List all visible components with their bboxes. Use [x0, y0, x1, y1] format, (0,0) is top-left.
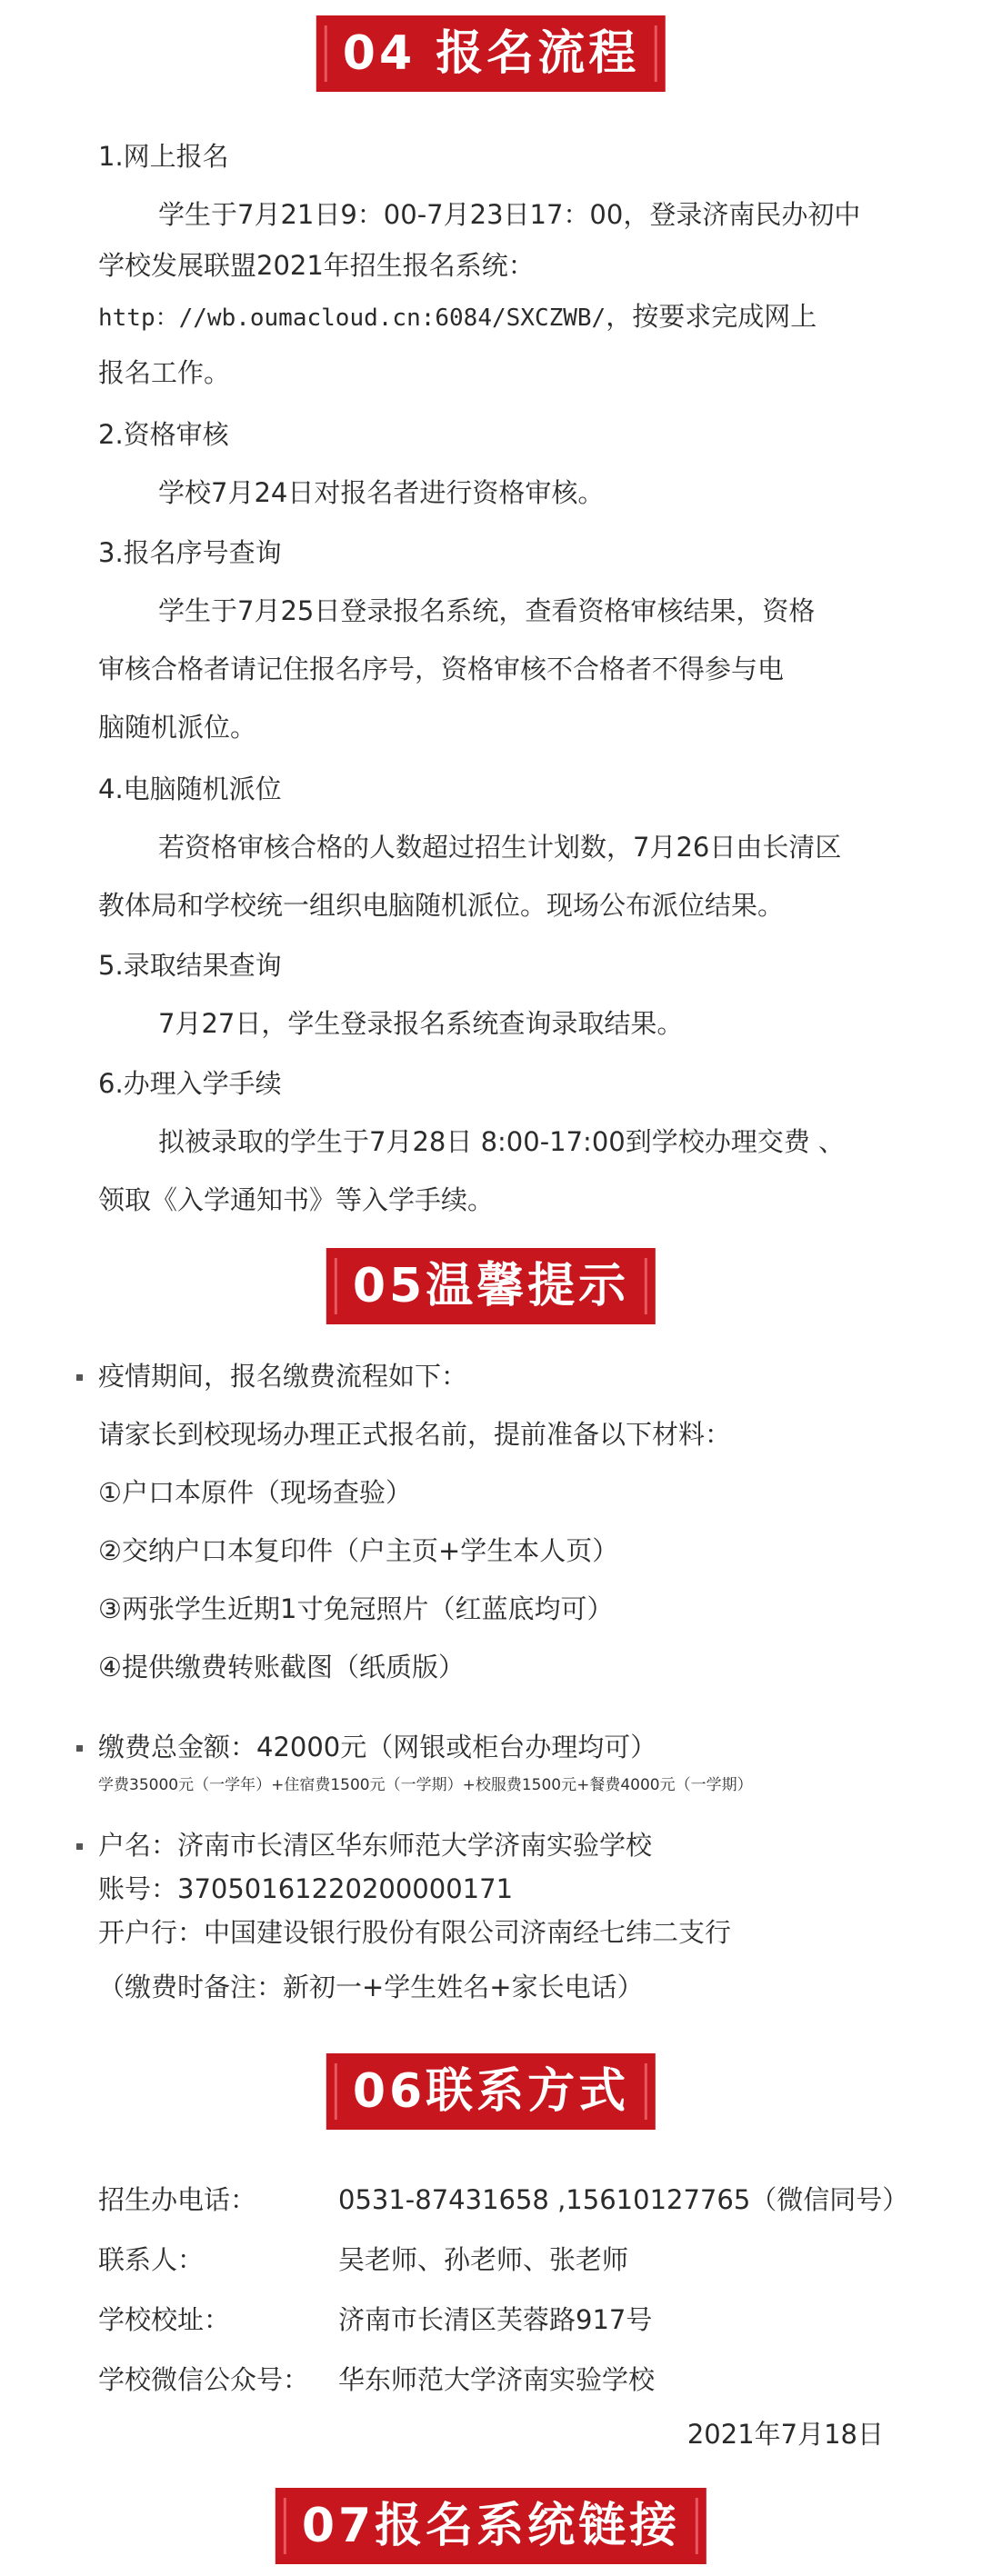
section-04-title: 04 报名流程 [319, 18, 663, 89]
material-item: ②交纳户口本复印件（户主页+学生本人页） [98, 1535, 619, 1566]
step-1-title: 1.网上报名 [98, 141, 229, 172]
material-item: ③两张学生近期1寸免冠照片（红蓝底均可） [98, 1593, 614, 1624]
step-3-title: 3.报名序号查询 [98, 537, 282, 568]
step-2-title: 2.资格审核 [98, 419, 229, 450]
step-5-title: 5.录取结果查询 [98, 950, 282, 981]
step-1-text: ，按要求完成网上 [606, 301, 817, 332]
publish-date: 2021年7月18日 [686, 2419, 884, 2450]
step-3-text: 学生于7月25日登录报名系统，查看资格审核结果，资格 [158, 595, 816, 626]
section-06-title: 06联系方式 [329, 2056, 653, 2127]
step-4-text: 若资格审核合格的人数超过招生计划数，7月26日由长清区 [158, 832, 842, 863]
registration-url[interactable]: http：//wb.oumacloud.cn:6084/SXCZWB/ [98, 305, 606, 332]
address-label: 学校校址： [98, 2304, 231, 2335]
step-6-title: 6.办理入学手续 [98, 1068, 282, 1099]
fee-total: 缴费总金额：42000元（网银或柜台办理均可） [98, 1732, 657, 1762]
section-05-title: 05温馨提示 [329, 1251, 653, 1322]
material-item: ①户口本原件（现场查验） [98, 1477, 412, 1508]
step-1-text: 报名工作。 [98, 357, 231, 388]
account-name: 户名：济南市长清区华东师范大学济南实验学校 [98, 1830, 653, 1861]
step-6-text: 拟被录取的学生于7月28日 8:00-17:00到学校办理交费 、 [158, 1126, 845, 1157]
material-item: ④提供缴费转账截图（纸质版） [98, 1652, 465, 1682]
phone-value: 0531-87431658 ,15610127765（微信同号） [338, 2184, 909, 2215]
bank-name: 开户行：中国建设银行股份有限公司济南经七纬二支行 [98, 1917, 732, 1948]
account-number: 账号：37050161220200000171 [98, 1873, 514, 1904]
phone-label: 招生办电话： [98, 2184, 257, 2215]
wechat-value: 华东师范大学济南实验学校 [338, 2364, 656, 2395]
step-4-title: 4.电脑随机派位 [98, 774, 282, 804]
contact-person-label: 联系人： [98, 2244, 205, 2275]
step-1-text: 学生于7月21日9：00-7月23日17：00，登录济南民办初中 [158, 199, 861, 230]
payment-remark: （缴费时备注：新初一+学生姓名+家长电话） [98, 1972, 644, 2002]
tips-title: 疫情期间，报名缴费流程如下： [98, 1361, 468, 1392]
step-3-text: 审核合格者请记住报名序号，资格审核不合格者不得参与电 [98, 654, 785, 684]
contact-person-value: 吴老师、孙老师、张老师 [338, 2244, 629, 2275]
step-2-text: 学校7月24日对报名者进行资格审核。 [158, 477, 605, 508]
section-07-title: 07报名系统链接 [278, 2491, 704, 2561]
step-6-text: 领取《入学通知书》等入学手续。 [98, 1184, 495, 1215]
wechat-label: 学校微信公众号： [98, 2364, 310, 2395]
address-value: 济南市长清区芙蓉路917号 [338, 2304, 653, 2335]
bullet-icon [76, 1374, 83, 1381]
bullet-icon [76, 1745, 83, 1752]
step-1-text: 学校发展联盟2021年招生报名系统： [98, 250, 535, 281]
step-3-text: 脑随机派位。 [98, 712, 257, 743]
tips-intro: 请家长到校现场办理正式报名前，提前准备以下材料： [98, 1419, 732, 1450]
registration-url-line [98, 298, 817, 336]
fee-detail: 学费35000元（一学年）+住宿费1500元（一学期）+校服费1500元+餐费4000元（一学期） [98, 1776, 753, 1794]
step-4-text: 教体局和学校统一组织电脑随机派位。现场公布派位结果。 [98, 890, 785, 921]
bullet-icon [76, 1843, 83, 1850]
step-5-text: 7月27日，学生登录报名系统查询录取结果。 [158, 1008, 684, 1039]
